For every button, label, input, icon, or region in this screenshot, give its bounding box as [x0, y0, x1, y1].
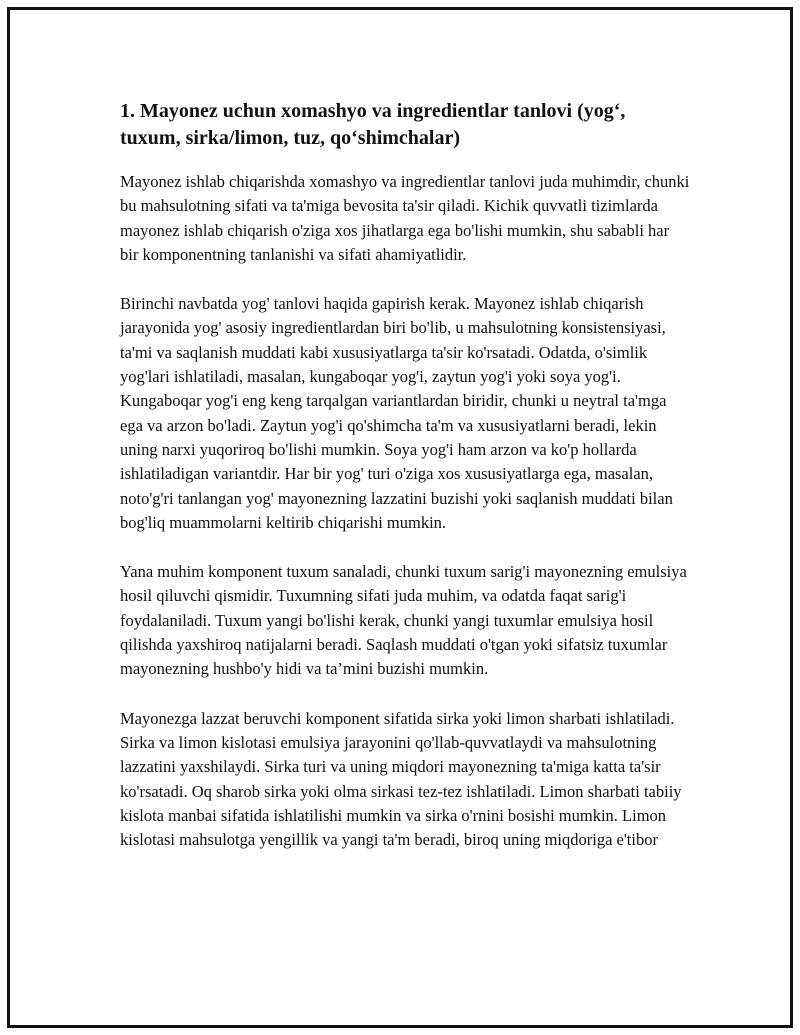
section-heading: 1. Mayonez uchun xomashyo va ingredientlar tanlovi (yog‘, tuxum, sirka/limon, tuz, qo‘shimchalar)	[120, 100, 626, 149]
document-body	[120, 98, 690, 877]
paragraph-vinegar-lemon: Mayonezga lazzat beruvchi komponent sifatida sirka yoki limon sharbati ishlatiladi. Sirka va limon kislotasi emulsiya jarayonini qo'llab-quvvatlaydi va mahsulotning lazzatini yaxshilaydi. Sirka turi va uning miqdori mayonezning ta'miga katta ta'sir ko'rsatadi. Oq sharob sirka yoki olma sirkasi tez-tez ishlatiladi. Limon sharbati tabiiy kislota manbai sifatida ishlatilishi mumkin va sirka o'rnini bosishi mumkin. Limon kislotasi mahsulotga yengillik va yangi ta'm beradi, biroq uning miqdoriga e'tibor	[120, 708, 682, 850]
paragraph-oil: Birinchi navbatda yog' tanlovi haqida gapirish kerak. Mayonez ishlab chiqarish jarayonida yog' asosiy ingredientlardan biri bo'lib, u mahsulotning konsistensiyasi, ta'mi va saqlanish muddati kabi xususiyatlarga ta'sir ko'rsatadi. Odatda, o'simlik yog'lari ishlatiladi, masalan, kungaboqar yog'i, zaytun yog'i yoki soya yog'i. Kungaboqar yog'i eng keng tarqalgan variantlardan biridir, chunki u neytral ta'mga ega va arzon bo'ladi. Zaytun yog'i qo'shimcha ta'm va xususiyatlarni beradi, lekin uning narxi yuqoriroq bo'lishi mumkin. Soya yog'i ham arzon va ko'p hollarda ishlatiladigan variantdir. Har bir yog' turi o'ziga xos xususiyatlarga ega, masalan, noto'g'ri tanlangan yog' mayonezning lazzatini buzishi yoki saqlanish muddati bilan bog'liq muammolarni keltirib chiqarishi mumkin.	[120, 294, 673, 532]
paragraph-egg: Yana muhim komponent tuxum sanaladi, chunki tuxum sarig'i mayonezning emulsiya hosil qiluvchi qismidir. Tuxumning sifati juda muhim, va odatda faqat sarig'i foydalaniladi. Tuxum yangi bo'lishi kerak, chunki yangi tuxumlar emulsiya hosil qilishda yaxshiroq natijalarni beradi. Saqlash muddati o'tgan yoki sifatsiz tuxumlar mayonezning hushbo'y hidi va ta’mini buzishi mumkin.	[120, 562, 687, 679]
paragraph-intro: Mayonez ishlab chiqarishda xomashyo va ingredientlar tanlovi juda muhimdir, chunki bu mahsulotning sifati va ta'miga bevosita ta'sir qiladi. Kichik quvvatli tizimlarda mayonez ishlab chiqarish o'ziga xos jihatlarga ega bo'lishi mumkin, shu sababli har bir komponentning tanlanishi va sifati ahamiyatlidir.	[120, 172, 690, 264]
document-page	[7, 7, 793, 1028]
